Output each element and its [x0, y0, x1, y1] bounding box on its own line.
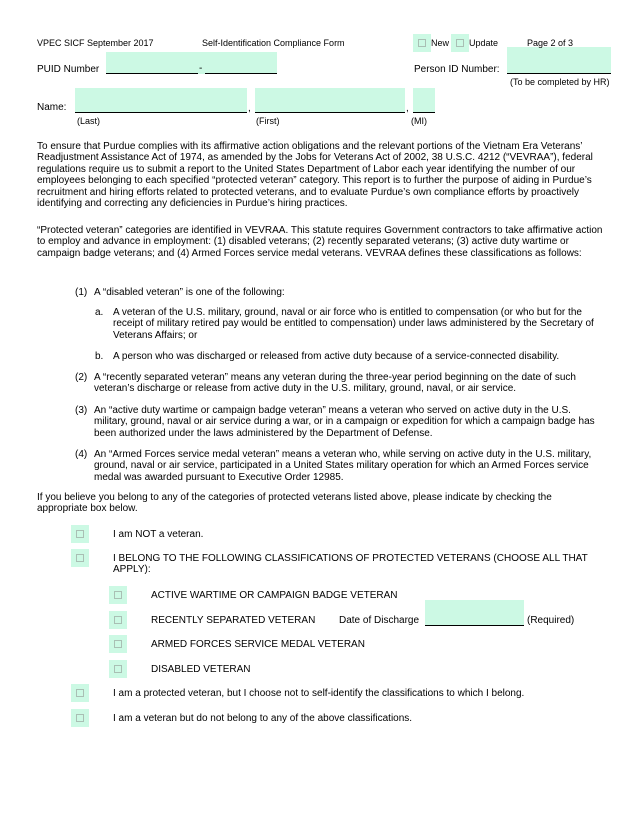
new-checkbox[interactable]: [413, 34, 431, 52]
update-checkbox[interactable]: [451, 34, 469, 52]
hr-note: (To be completed by HR): [510, 77, 610, 87]
def-text: A “recently separated veteran” means any veteran during the three-year period beginning on the date of such veteran’s discharge or release from active duty in the U.S. military, ground, naval, or air service.: [94, 372, 576, 395]
mi-caption: (MI): [411, 116, 427, 126]
def-text: A person who was discharged or released from active duty because of a service-connected disability.: [113, 351, 560, 362]
def-num: a.: [95, 307, 104, 318]
medal-label: ARMED FORCES SERVICE MEDAL VETERAN: [151, 639, 365, 650]
last-name-underline: [75, 112, 247, 113]
checkbox-icon: [456, 39, 464, 47]
name-label: Name:: [37, 102, 67, 113]
update-label: Update: [469, 38, 499, 48]
checkbox-icon: [76, 554, 84, 562]
def-num: (2): [75, 372, 88, 383]
choose-not-label: I am a protected veteran, but I choose not to self-identify the classifications to which I belong.: [113, 688, 525, 699]
first-name-input[interactable]: [255, 88, 405, 112]
first-caption: (First): [256, 116, 280, 126]
checkbox-icon: [114, 616, 122, 624]
checkbox-icon: [114, 665, 122, 673]
choose-not-checkbox[interactable]: [71, 684, 89, 702]
belong-checkbox[interactable]: [71, 549, 89, 567]
def-num: b.: [95, 351, 104, 362]
person-id-underline: [507, 73, 611, 74]
medal-checkbox[interactable]: [109, 635, 127, 653]
disabled-label: DISABLED VETERAN: [151, 664, 251, 675]
puid-underline-2: [205, 73, 277, 74]
def-num: (4): [75, 449, 88, 460]
belong-label: I BELONG TO THE FOLLOWING CLASSIFICATIONS OF PROTECTED VETERANS (CHOOSE ALL THAT APPLY):: [113, 553, 588, 576]
checkbox-icon: [114, 640, 122, 648]
intro-paragraph: To ensure that Purdue complies with its affirmative action obligations and the relevant portions of the Vietnam Era Veterans’ Readjustment Assistance Act of 1974, as amended by the Jobs for Veterans Act of 2002, 38 U.S.C. 4212 (“VEVRAA”), federal regulations require us to submit a report to the United States Department of Labor each year identifying the number of our employees belonging to each specified “protected veteran” category. This report is to further the purpose of aiding in Purdue’s recruitment and hiring efforts related to protected veterans, and to evaluate Purdue’s own compliance efforts by proactively identifying and correcting any deficiencies in Purdue’s hiring practices.: [37, 141, 593, 210]
puid-separator: -: [199, 63, 203, 74]
active-wartime-label: ACTIVE WARTIME OR CAMPAIGN BADGE VETERAN: [151, 590, 398, 601]
def-num: (3): [75, 405, 88, 416]
recently-separated-checkbox[interactable]: [109, 611, 127, 629]
active-wartime-checkbox[interactable]: [109, 586, 127, 604]
categories-paragraph: “Protected veteran” categories are identified in VEVRAA. This statute requires Government contractors to take affirmative action to employ and advance in employment: (1) disabled veterans; (2) recently separated veterans; (3) active duty wartime or campaign badge veterans; and (4) Armed Forces service medal veterans. VEVRAA defines these classifications as follows:: [37, 225, 603, 259]
date-of-discharge-underline: [425, 625, 524, 626]
form-title: Self-Identification Compliance Form: [202, 38, 345, 48]
person-id-input[interactable]: [507, 52, 611, 74]
person-id-label: Person ID Number:: [414, 64, 500, 75]
def-text: An “active duty wartime or campaign badge veteran” means a veteran who served on active duty in the U.S. military, ground, naval or air service during a war, or in a campaign or expedition for which a campaign badge has been authorized under the laws administered by the Department of Defense.: [94, 405, 595, 439]
puid-underline-1: [106, 73, 198, 74]
def-text: A “disabled veteran” is one of the following:: [94, 287, 285, 298]
last-caption: (Last): [77, 116, 101, 126]
last-name-input[interactable]: [75, 88, 247, 112]
disabled-checkbox[interactable]: [109, 660, 127, 678]
checkbox-icon: [76, 714, 84, 722]
page-number: Page 2 of 3: [527, 38, 574, 48]
instruction-paragraph: If you believe you belong to any of the categories of protected veterans listed above, please indicate by checking the appropriate box below.: [37, 492, 552, 515]
puid-label: PUID Number: [37, 64, 100, 75]
checkbox-icon: [76, 530, 84, 538]
def-num: (1): [75, 287, 88, 298]
name-comma-1: ,: [248, 103, 251, 114]
def-text: A veteran of the U.S. military, ground, naval or air force who is entitled to compensation (or who but for the receipt of military retired pay would be entitled to compensation) under laws administered by the Secretary of Veterans Affairs; or: [113, 307, 594, 341]
first-name-underline: [255, 112, 405, 113]
recently-separated-label: RECENTLY SEPARATED VETERAN: [151, 615, 316, 626]
not-any-label: I am a veteran but do not belong to any of the above classifications.: [113, 713, 413, 724]
def-text: An “Armed Forces service medal veteran” means a veteran who, while serving on active duty in the U.S. military, ground, naval or air service, participated in a United States military operation for which an Armed Forces service medal was awarded pursuant to Executive Order 12985.: [94, 449, 592, 483]
date-of-discharge-input[interactable]: [425, 600, 524, 625]
not-veteran-checkbox[interactable]: [71, 525, 89, 543]
new-label: New: [431, 38, 450, 48]
not-any-checkbox[interactable]: [71, 709, 89, 727]
mi-input[interactable]: [413, 88, 435, 112]
checkbox-icon: [418, 39, 426, 47]
date-of-discharge-label: Date of Discharge: [339, 615, 420, 626]
name-comma-2: ,: [406, 103, 409, 114]
not-veteran-label: I am NOT a veteran.: [113, 529, 204, 540]
checkbox-icon: [76, 689, 84, 697]
mi-underline: [413, 112, 435, 113]
required-note: (Required): [527, 615, 575, 626]
form-id: VPEC SICF September 2017: [37, 38, 154, 48]
checkbox-icon: [114, 591, 122, 599]
puid-input[interactable]: [106, 52, 277, 74]
